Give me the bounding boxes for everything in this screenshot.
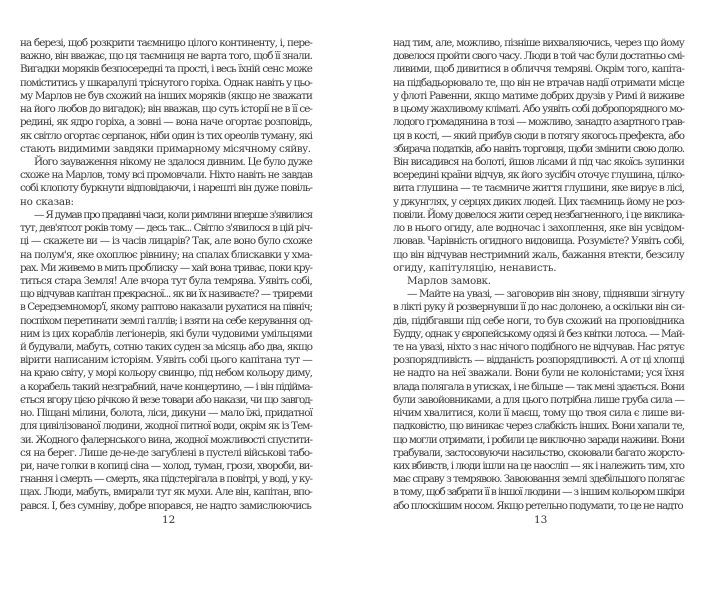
text-line: нічим хвалитися, коли її маєш, тому що твоя сила є лише ви- [393,407,684,420]
text-line: влада полягала в утисках, і не більше — так мені здається. Вони [393,380,684,393]
text-line: огиду, капітуляцію, ненависть. [393,261,557,274]
text-line: або плоскішим носом. Якщо ретельно подумати, то це не надто [393,499,683,512]
text-line: ливими, щоб дивитися в обличчя темряві. Окрім того, капіта- [393,63,684,76]
text-line: Вигадки моряків безпосередні та прості, і весь їхній сенс може [20,63,312,76]
text-line: що відчував капітан прекрасної... як ви їх називаєте? — триреми [20,288,312,301]
left-page [0,0,357,592]
text-line: ці — скажете ви — із часів лицарів? Так, але воно було схоже [20,235,312,248]
left-page-text [20,37,312,513]
page-number-right: 13 [534,514,548,526]
text-line: на його любов до вигадок); він вважав, що суть історії не в її се- [20,103,312,116]
right-page-text [393,37,684,513]
text-line: щах. Люди, мабуть, вмирали тут як мухи. Але він, капітан, впо- [20,486,312,499]
text-line: Він висадився на болоті, йшов лісами й під час якоїсь зупинки [393,155,684,168]
text-line: над тим, але, можливо, пізніше вихваляючись, через що йому [393,37,684,49]
text-line: но. Піщані мілини, болота, ліси, дикуни — мало їжі, придатної [20,407,312,420]
text-line: ця в кості, — який прибув сюди в потягу якогось префекта, або [393,129,684,142]
text-line: стають видимими завдяки примарному місячному сяйву. [20,142,311,155]
text-line: схоже на Марлов, тому всі промовчали. Ніхто навіть не завдав [20,169,312,182]
text-line: те на увазі, ніхто з нас нічого подібного не відчував. Нас рятує [393,341,684,354]
text-line: були завойовниками, а для цього потрібна лише груба сила — [393,393,684,406]
text-line: грабували, застосовуючи насильство, скоювали багато жорсто- [393,446,684,459]
text-line: довелося пройти свого часу. Люди в той час були достатньо смі- [393,50,684,63]
text-line: но сказав: [20,195,74,208]
text-line: розпорядливість — відданість розпорядливості. А от ці хлопці [393,354,684,367]
text-line: що могли отримати, і робили це виключно заради наживи. Вони [393,433,684,446]
text-line: дів, підібгавши під себе ноги, то був схожий на проповідника [393,314,684,327]
text-line: що він відчував нестримний жаль, бажання втекти, безсилу [393,248,684,261]
text-line: як світло огортає серпанок, ніби один із тих ореолів туману, які [20,129,312,142]
text-line: собі клопоту буркнути відповідаючи, і нарешті він дуже повіль- [20,182,312,195]
text-line: Його зауваження нікому не здалося дивним. Це було дуже [34,155,312,168]
text-line: поміститись у шкаралупі тріснутого горіха. Однак навіть у цьо- [20,76,312,89]
page-number-left: 12 [162,514,176,526]
text-line: Будду, однак у європейському одязі й без квітки лотоса. — Май- [393,327,684,340]
text-line: у флоті Равенни, якщо матиме добрих друзів у Римі й виживе [393,89,684,102]
text-line: падковістю, що виникає через слабкість інших. Вони хапали те, [393,420,684,433]
text-line: для цивілізованої людини, жодної питної води, окрім як із Тем- [20,420,312,433]
text-line: титься стара Земля! Але вчора тут була темрява. Уявіть собі, [20,274,312,287]
text-line: в Середземномор'ї, якому раптово наказали рухатися на північ; [20,301,312,314]
text-line: Марлов замовк. [407,274,491,287]
text-line: в цьому жахливому кліматі. Або уявіть собі добропорядного мо- [393,103,684,116]
text-line: поспіхом перетинати землі галлів; і взяти на себе керування од- [20,314,312,327]
text-line: ри, наче голки в копиці сіна — холод, туман, грози, хвороби, ви- [20,460,312,472]
text-line: ся на берег. Лише де-не-де загублені в пустелі військові табо- [20,446,312,459]
text-line: не надто на неї зважали. Вони були не колоністами; уся їхня [393,367,684,380]
text-line: вірити написаним історіям. Уявіть собі цього капітана тут — [20,354,312,367]
text-line: всередині країни відчув, як його зусібіч оточує глушина, цілко- [393,169,684,182]
text-line: має справу з темрявою. Завоювання землі здебільшого полягає [393,473,684,486]
text-line: на березі, щоб розкрити таємницю цілого континенту, і, пере- [20,37,312,49]
text-line: ло в нього огиду, але водночас і захоплення, яке він усвідом- [393,222,684,235]
text-line: повіли. Йому довелося жити серед незбагненного, і це виклика- [393,208,684,221]
text-line: збирача податків, або навіть торговця, щоби змінити свою долю. [393,142,684,155]
text-line: рався. І, без сумніву, добре впорався, не надто замислюючись [20,499,311,512]
text-line: ється вгору цією річкою й везе товари або накази, чи що завгод- [20,393,312,406]
text-line: на краю світу, у морі кольору свинцю, під небом кольору диму, [20,367,312,380]
text-line: у джунглях, у серцях диких людей. Цих таємниць йому не роз- [393,195,684,208]
text-line: — Майте на увазі, — заговорив він знову, піднявши зігнуту [407,288,684,301]
text-line: зи. Жодного фалернського вина, жодної можливості спустити- [20,433,312,446]
text-line: му Марлов не був схожий на інших моряків (якщо не зважати [20,89,312,102]
text-line: в лікті руку й розвернувши її до нас долонею, а оскільки він си- [393,301,684,314]
text-line: — Я думав про прадавні часи, коли римляни вперше з'явилися [34,208,312,221]
text-line: тут, дев'ятсот років тому — десь так... Світло з'явилося в цій річ- [20,222,312,235]
text-line: в тому, щоб забрати її в іншої людини — з іншим кольором шкіри [393,486,684,499]
text-line: ких вбивств, і люди ішли на це наосліп — як і належить тим, хто [393,460,684,472]
text-line: на полум'я, яке охоплює рівнину; на спалах блискавки у хма- [20,248,312,261]
text-line: ним із цих кораблів легіонерів, які були чудовими умільцями [20,327,312,340]
text-line: рах. Ми живемо в мить проблиску — хай вона триває, поки кру- [20,261,312,274]
text-line: а корабель такий незграбний, наче концертино, — і він підійма- [20,380,312,393]
text-line: лодого громадянина в тозі — можливо, занадто азартного грав- [393,116,684,129]
text-line: й будували, мабуть, сотню таких суден за місяць або два, якщо [20,341,312,354]
text-line: на підбадьорювало те, що він не втрачав надії отримати місце [393,76,684,89]
text-line: важно, він вважає, що ця таємниця не варта того, щоб її знали. [20,50,312,63]
text-line: гнання і смерть — смерть, яка підстерігала в повітрі, у воді, у ку- [20,473,312,486]
text-line: вита глушина — те таємниче життя глушини, яке вирує в лісі, [393,182,684,195]
right-page [357,0,715,592]
text-line: редині, як ядро горіха, а зовні — вона наче огортає розповідь, [20,116,312,129]
text-line: лював. Чарівність огидного видовища. Розумієте? Уявіть собі, [393,235,684,248]
